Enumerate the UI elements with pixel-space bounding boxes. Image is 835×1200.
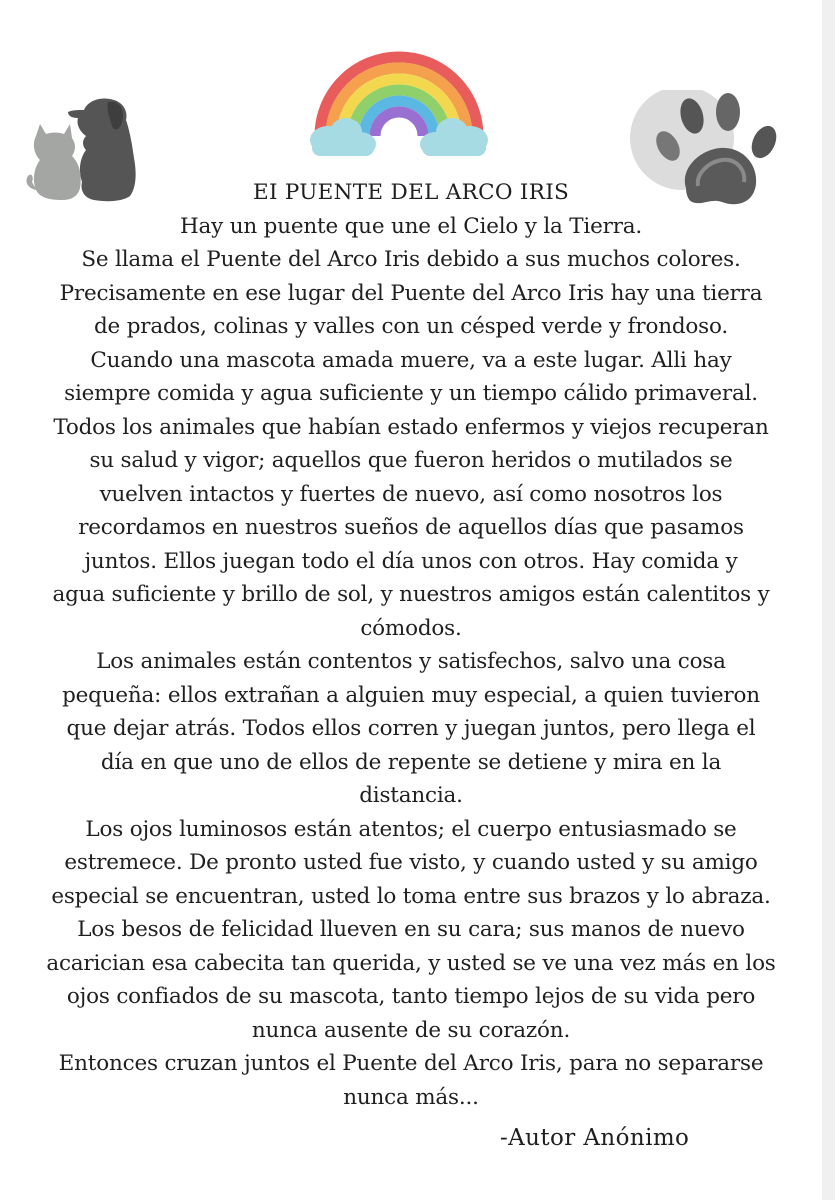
poem-line: agua suficiente y brillo de sol, y nuestros amigos están calentitos y [52, 582, 770, 607]
poem-line: Los animales están contentos y satisfechos, salvo una cosa [96, 649, 726, 674]
poem-line: Hay un puente que une el Cielo y la Tierra. [179, 213, 643, 239]
poem-line: Los ojos luminosos están atentos; el cuerpo entusiasmado se [85, 816, 737, 842]
poem-line: su salud y vigor; aquellos que fueron heridos o mutilados se [89, 448, 733, 473]
poem-line: siempre comida y agua suficiente y un tiempo cálido primaveral. [64, 381, 758, 406]
poem-line: vuelven intactos y fuertes de nuevo, así como nosotros los [99, 481, 723, 507]
poem-line: nunca ausente de su corazón. [251, 1017, 571, 1043]
poem-line: recordamos en nuestros sueños de aquellos días que pasamos [78, 515, 744, 540]
poem-title: EI PUENTE DEL ARCO IRIS [252, 180, 570, 205]
poem-line: Todos los animales que habían estado enfermos y viejos recuperan [53, 414, 769, 440]
poem-line: estremece. De pronto usted fue visto, y cuando usted y su amigo [64, 850, 758, 875]
poem-line: cómodos. [360, 615, 462, 641]
poem-line: juntos. Ellos juegan todo el día unos con otros. Hay comida y [84, 548, 738, 574]
page-edge [822, 0, 835, 1200]
poem-line: Precisamente en ese lugar del Puente del Arco Iris hay una tierra [59, 280, 763, 306]
poem-body [30, 176, 792, 1114]
poem-line: Los besos de felicidad llueven en su cara; sus manos de nuevo [77, 917, 745, 942]
poem-line: de prados, colinas y valles con un césped verde y frondoso. [93, 314, 729, 339]
poem-line: distancia. [359, 783, 463, 808]
poem-line: día en que uno de ellos de repente se detiene y mira en la [100, 749, 722, 775]
poem-line: pequeña: ellos extrañan a alguien muy especial, a quien tuvieron [62, 682, 760, 708]
author-signature: -Autor Anónimo [500, 1125, 690, 1151]
poem-line: especial se encuentran, usted lo toma entre sus brazos y lo abraza. [51, 883, 771, 909]
poem-line: nunca más... [343, 1084, 479, 1110]
poem-line: Cuando una mascota amada muere, va a este lugar. Alli hay [90, 347, 732, 373]
poem-line: Entonces cruzan juntos el Puente del Arco Iris, para no separarse [58, 1051, 764, 1076]
rainbow-with-clouds-icon [308, 40, 490, 160]
poem-line: Se llama el Puente del Arco Iris debido a sus muchos colores. [81, 247, 741, 272]
poem-line: acarician esa cabecita tan querida, y usted se ve una vez más en los [46, 950, 776, 976]
poem-line: ojos confiados de su mascota, tanto tiempo lejos de su vida pero [66, 984, 756, 1009]
poem-line: que dejar atrás. Todos ellos corren y juegan juntos, pero llega el [66, 716, 756, 741]
